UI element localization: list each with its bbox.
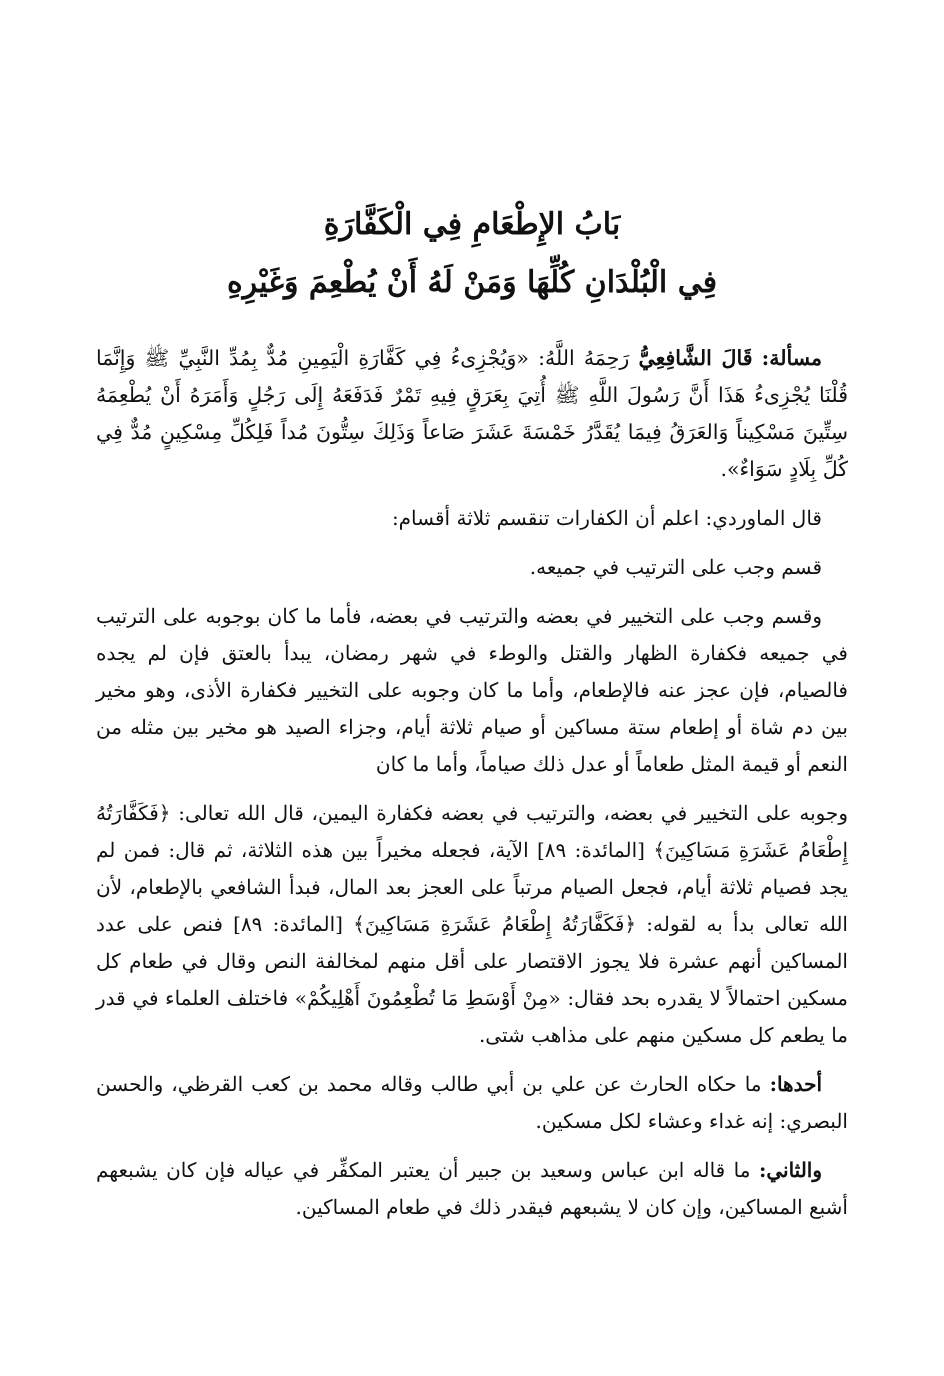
chapter-title-line-2: فِي الْبُلْدَانِ كُلِّهَا وَمَنْ لَهُ أَنْ يُطْعِمَ وَغَيْرِهِ [226, 265, 718, 300]
paragraph-5-label: أحدها: [769, 1072, 823, 1096]
chapter-title [96, 196, 848, 312]
masala-label: مسألة: [761, 346, 822, 370]
masala-paragraph [96, 340, 848, 488]
paragraph-1: قال الماوردي: اعلم أن الكفارات تنقسم ثلاثة أقسام: [391, 506, 822, 530]
paragraph-3: وقسم وجب على التخيير في بعضه والترتيب في بعضه، فأما ما كان بوجوبه على الترتيب في جميعه فكفارة الظهار والقتل والوطء في شهر رمضان، يبدأ بالعتق فإن لم يجده فالصيام، فإن عجز عنه فالإطعام، وأما ما كان وجوبه على التخيير فكفارة الأذى، وهو مخير بين دم شاة أو إطعام ستة مساكين أو صيام ثلاثة أيام، وجزاء الصيد هو مخير بين مثله من النعم أو قيمة المثل طعاماً أو عدل ذلك صياماً، وأما ما كان [96, 604, 848, 776]
masala-speaker: قَالَ الشَّافِعِيُّ [638, 346, 753, 370]
paragraph-2: قسم وجب على الترتيب في جميعه. [529, 555, 822, 579]
paragraph-5-text: ما حكاه الحارث عن علي بن أبي طالب وقاله محمد بن كعب القرظي، والحسن البصري: إنه غداء وعشاء لكل مسكين. [96, 1072, 848, 1133]
chapter-title-line-1: بَابُ الإِطْعَامِ فِي الْكَفَّارَةِ [323, 207, 621, 242]
paragraph-6-text: ما قاله ابن عباس وسعيد بن جبير أن يعتبر المكفِّر في عياله فإن كان يشبعهم أشبع المساكين، وإن كان لا يشبعهم فيقدر ذلك في طعام المساكين. [96, 1158, 848, 1219]
document-page [96, 0, 848, 1376]
paragraph-4: وجوبه على التخيير في بعضه، والترتيب في بعضه فكفارة اليمين، قال الله تعالى: ﴿فَكَفَّارَتُهُ إِطْعَامُ عَشَرَةِ مَسَاكِينَ﴾ [المائدة: ٨٩] الآية، فجعله مخيراً بين هذه الثلاثة، ثم قال: فمن لم يجد فصيام ثلاثة أيام، فجعل الصيام مرتباً على العجز بعد المال، فبدأ الشافعي بالإطعام، لأن الله تعالى بدأ به لقوله: ﴿فَكَفَّارَتُهُ إِطْعَامُ عَشَرَةِ مَسَاكِينَ﴾ [المائدة: ٨٩] فنص على عدد المساكين أنهم عشرة فلا يجوز الاقتصار على أقل منهم لمخالفة النص وقال في طعام كل مسكين احتمالاً لا يقدره بحد فقال: «مِنْ أَوْسَطِ مَا تُطْعِمُونَ أَهْلِيكُمْ» فاختلف العلماء في قدر ما يطعم كل مسكين منهم على مذاهب شتى. [96, 801, 849, 1047]
paragraph-6 [96, 1152, 848, 1226]
body-text [96, 340, 848, 1238]
paragraph-6-label: والثاني: [758, 1158, 823, 1182]
paragraph-5 [96, 1066, 848, 1140]
masala-text: رَحِمَهُ اللَّهُ: «وَيُجْزِىءُ فِي كَفَّارَةِ الْيَمِينِ مُدٌّ بِمُدِّ النَّبِيِّ ﷺ وَإِنَّمَا قُلْنَا يُجْزِىءُ هَذَا أَنَّ رَسُولَ اللَّهِ ﷺ أُتِيَ بِعَرَقٍ فِيهِ تَمْرٌ فَدَفَعَهُ إِلَى رَجُلٍ وَأَمَرَهُ أَنْ يُطْعِمَهُ سِتِّينَ مَسْكِيناً وَالعَرَقُ فِيمَا يُقَدَّرُ خَمْسَةَ عَشَرَ صَاعاً وَذَلِكَ سِتُّونَ مُداً فَلِكُلِّ مِسْكِينٍ مُدٌّ فِي كُلِّ بِلَادٍ سَوَاءٌ». [96, 346, 848, 481]
